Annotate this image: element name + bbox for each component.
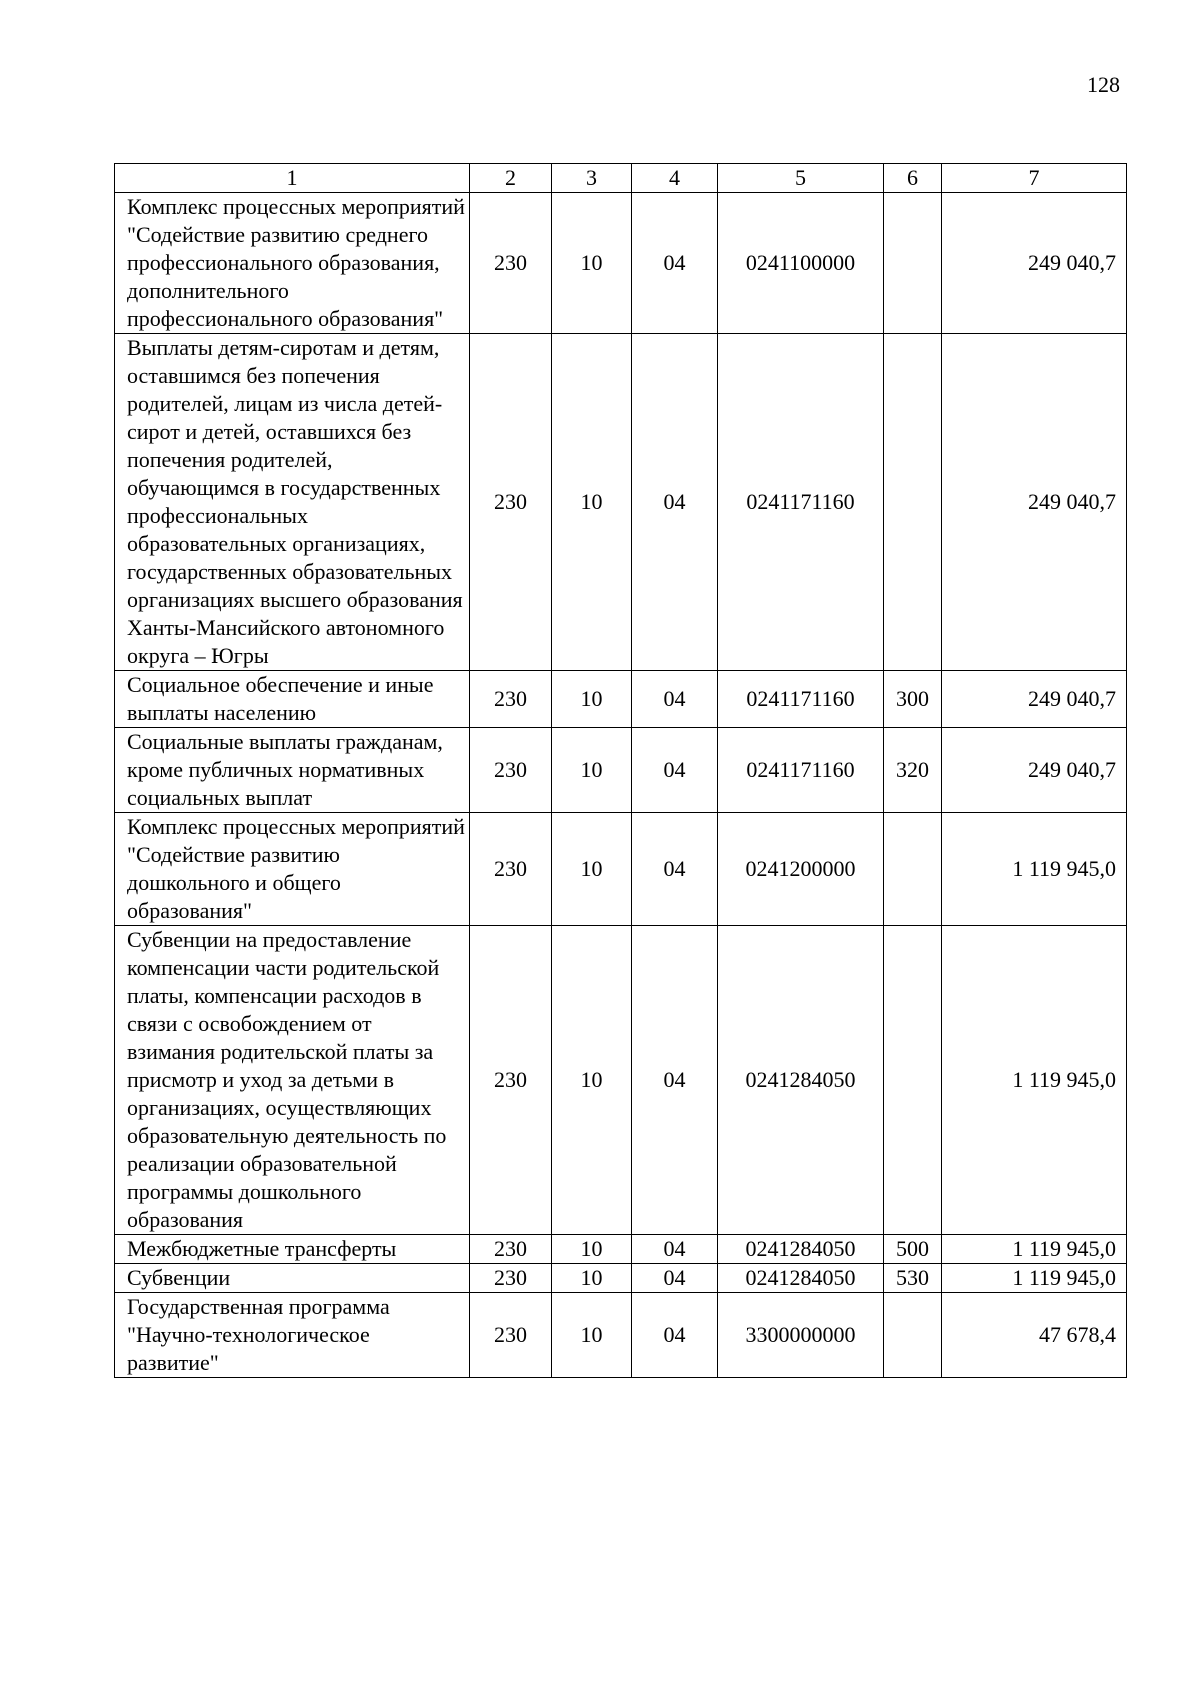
expense-name: Субвенции [115, 1264, 470, 1293]
ministry-code: 230 [470, 334, 552, 671]
amount: 249 040,7 [942, 193, 1127, 334]
subsection-code: 04 [632, 671, 718, 728]
expense-type-code: 320 [884, 728, 942, 813]
expense-type-code [884, 813, 942, 926]
ministry-code: 230 [470, 926, 552, 1235]
target-article-code: 0241171160 [718, 671, 884, 728]
target-article-code: 3300000000 [718, 1293, 884, 1378]
section-code: 10 [552, 193, 632, 334]
page-number: 128 [1087, 72, 1120, 97]
section-code: 10 [552, 671, 632, 728]
subsection-code: 04 [632, 334, 718, 671]
expense-type-code [884, 193, 942, 334]
target-article-code: 0241284050 [718, 926, 884, 1235]
target-article-code: 0241100000 [718, 193, 884, 334]
section-code: 10 [552, 1293, 632, 1378]
expense-name: Выплаты детям-сиротам и детям, оставшимся без попечения родителей, лицам из числа детей-сирот и детей, оставшихся без попечения родителей, обучающимся в государственных профессиональных образовательных организациях, государственных образовательных организациях высшего образования Ханты-Мансийского автономного округа – Югры [115, 334, 470, 671]
target-article-code: 0241200000 [718, 813, 884, 926]
column-number: 1 [115, 164, 470, 193]
subsection-code: 04 [632, 1264, 718, 1293]
target-article-code: 0241171160 [718, 728, 884, 813]
column-number: 5 [718, 164, 884, 193]
expense-type-code [884, 334, 942, 671]
ministry-code: 230 [470, 1235, 552, 1264]
expense-type-code: 500 [884, 1235, 942, 1264]
section-code: 10 [552, 1235, 632, 1264]
ministry-code: 230 [470, 813, 552, 926]
expense-type-code: 300 [884, 671, 942, 728]
target-article-code: 0241284050 [718, 1264, 884, 1293]
subsection-code: 04 [632, 1235, 718, 1264]
amount: 47 678,4 [942, 1293, 1127, 1378]
subsection-code: 04 [632, 1293, 718, 1378]
budget-table [114, 163, 1127, 1378]
expense-name: Комплекс процессных мероприятий "Содействие развитию дошкольного и общего образования" [115, 813, 470, 926]
expense-name: Социальные выплаты гражданам, кроме публичных нормативных социальных выплат [115, 728, 470, 813]
subsection-code: 04 [632, 193, 718, 334]
ministry-code: 230 [470, 1293, 552, 1378]
expense-name: Субвенции на предоставление компенсации части родительской платы, компенсации расходов в связи с освобождением от взимания родительской платы за присмотр и уход за детьми в организациях, осуществляющих образовательную деятельность по реализации образовательной программы дошкольного образования [115, 926, 470, 1235]
expense-name: Социальное обеспечение и иные выплаты населению [115, 671, 470, 728]
expense-name: Комплекс процессных мероприятий "Содействие развитию среднего профессионального образования, дополнительного профессионального образования" [115, 193, 470, 334]
section-code: 10 [552, 813, 632, 926]
subsection-code: 04 [632, 813, 718, 926]
section-code: 10 [552, 1264, 632, 1293]
subsection-code: 04 [632, 728, 718, 813]
column-number: 4 [632, 164, 718, 193]
section-code: 10 [552, 334, 632, 671]
table-row [115, 813, 1127, 926]
table-row [115, 1293, 1127, 1378]
table-row [115, 1235, 1127, 1264]
amount: 1 119 945,0 [942, 1264, 1127, 1293]
amount: 1 119 945,0 [942, 813, 1127, 926]
expense-type-code: 530 [884, 1264, 942, 1293]
amount: 249 040,7 [942, 334, 1127, 671]
target-article-code: 0241284050 [718, 1235, 884, 1264]
expense-name: Межбюджетные трансферты [115, 1235, 470, 1264]
expense-type-code [884, 1293, 942, 1378]
ministry-code: 230 [470, 728, 552, 813]
subsection-code: 04 [632, 926, 718, 1235]
section-code: 10 [552, 728, 632, 813]
ministry-code: 230 [470, 671, 552, 728]
column-number: 7 [942, 164, 1127, 193]
table-row [115, 1264, 1127, 1293]
ministry-code: 230 [470, 1264, 552, 1293]
amount: 249 040,7 [942, 728, 1127, 813]
column-number-row [115, 164, 1127, 193]
target-article-code: 0241171160 [718, 334, 884, 671]
column-number: 3 [552, 164, 632, 193]
table-row [115, 334, 1127, 671]
amount: 249 040,7 [942, 671, 1127, 728]
section-code: 10 [552, 926, 632, 1235]
table-row [115, 728, 1127, 813]
expense-type-code [884, 926, 942, 1235]
expense-name: Государственная программа "Научно-технологическое развитие" [115, 1293, 470, 1378]
column-number: 2 [470, 164, 552, 193]
amount: 1 119 945,0 [942, 1235, 1127, 1264]
amount: 1 119 945,0 [942, 926, 1127, 1235]
ministry-code: 230 [470, 193, 552, 334]
table-row [115, 193, 1127, 334]
column-number: 6 [884, 164, 942, 193]
table-row [115, 926, 1127, 1235]
table-row [115, 671, 1127, 728]
